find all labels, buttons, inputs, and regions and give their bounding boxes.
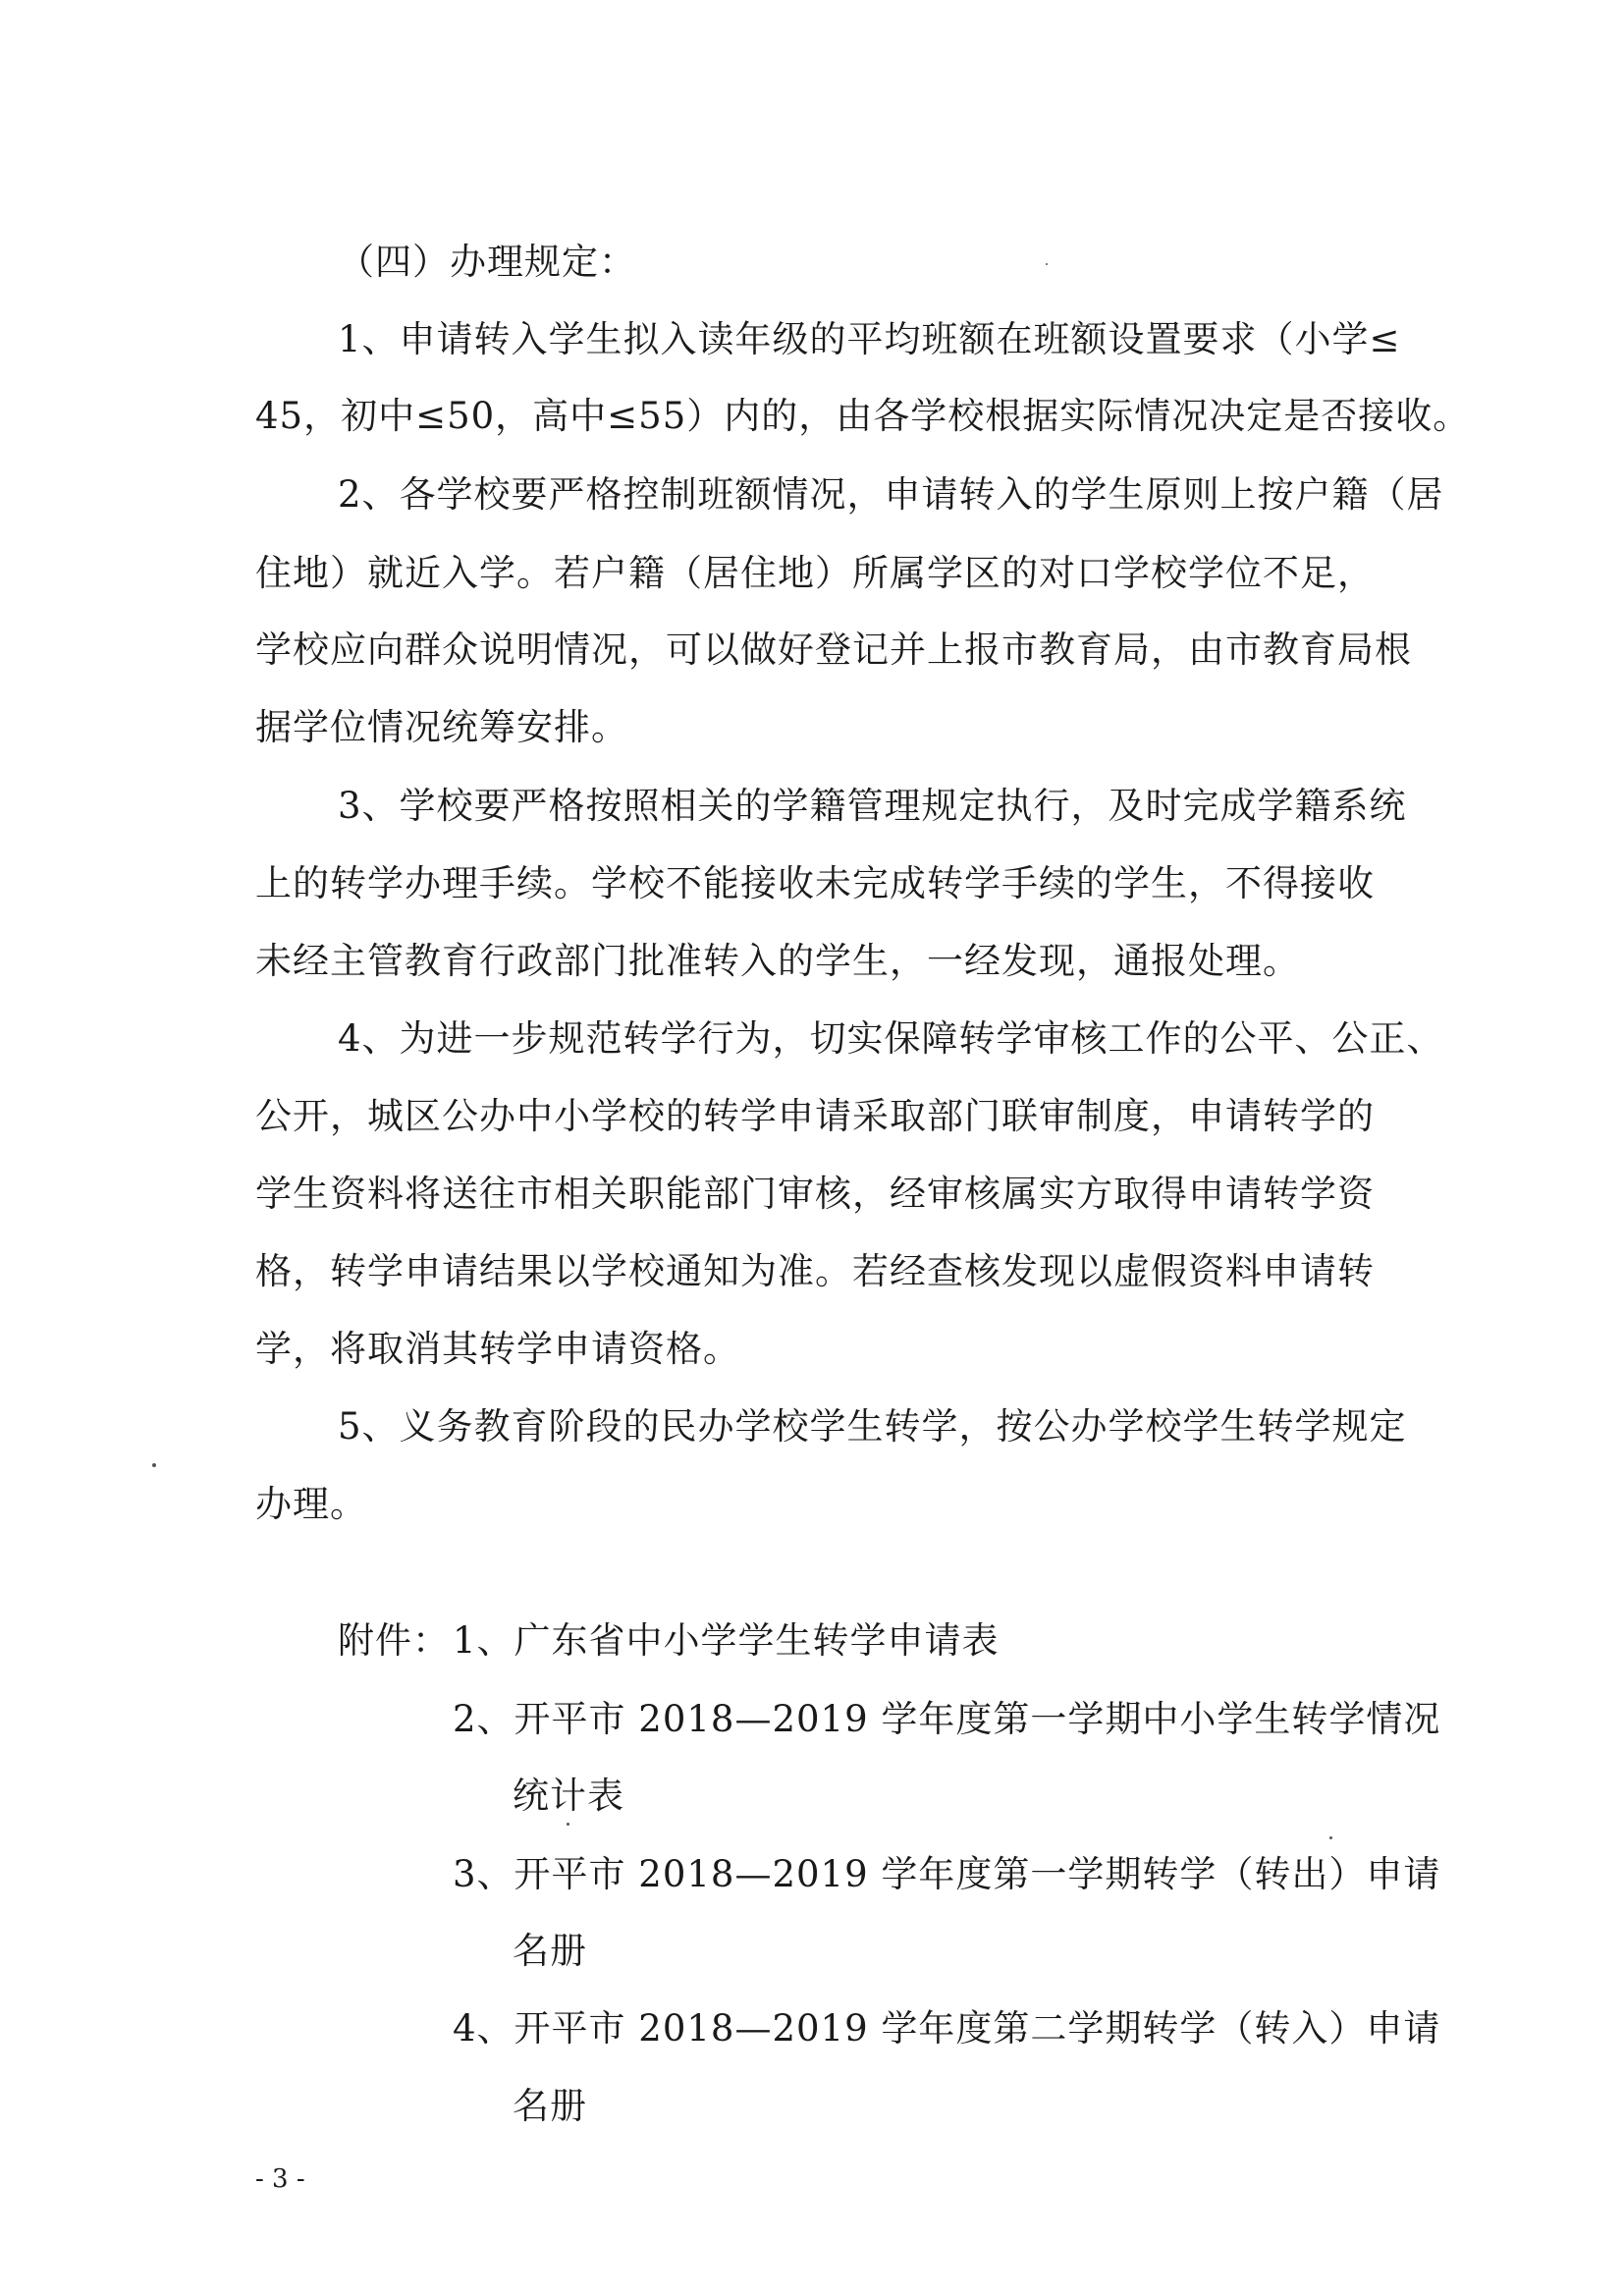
attachment-3-line-1: 3、开平市 2018—2019 学年度第一学期转学（转出）申请 <box>453 1853 1441 1895</box>
attachment-2-line-1: 2、开平市 2018—2019 学年度第一学期中小学生转学情况 <box>453 1698 1441 1740</box>
item-3-line-2: 上的转学办理手续。学校不能接收未完成转学手续的学生，不得接收 <box>255 862 1375 904</box>
item-2-line-1: 2、各学校要严格控制班额情况，申请转入的学生原则上按户籍（居 <box>338 473 1444 516</box>
attachment-4-line-2: 名册 <box>513 2085 587 2127</box>
item-4-line-4: 格，转学申请结果以学校通知为准。若经查核发现以虚假资料申请转 <box>255 1250 1375 1292</box>
item-5-line-2: 办理。 <box>255 1483 367 1525</box>
item-4-line-5: 学，将取消其转学申请资格。 <box>255 1328 740 1370</box>
attachment-4-line-1: 4、开平市 2018—2019 学年度第二学期转学（转入）申请 <box>453 2007 1441 2050</box>
item-5-line-1: 5、义务教育阶段的民办学校学生转学，按公办学校学生转学规定 <box>338 1405 1407 1448</box>
item-3-line-3: 未经主管教育行政部门批准转入的学生，一经发现，通报处理。 <box>255 940 1300 982</box>
attachments-label: 附件： <box>338 1619 450 1662</box>
item-1-line-2: 45，初中≤50，高中≤55）内的，由各学校根据实际情况决定是否接收。 <box>255 395 1471 437</box>
attachment-3-line-2: 名册 <box>513 1930 587 1972</box>
item-2-line-4: 据学位情况统筹安排。 <box>255 706 628 748</box>
section-heading: （四）办理规定： <box>338 241 636 283</box>
item-2-line-3: 学校应向群众说明情况，可以做好登记并上报市教育局，由市教育局根 <box>255 629 1412 671</box>
item-4-line-2: 公开，城区公办中小学校的转学申请采取部门联审制度，申请转学的 <box>255 1095 1375 1137</box>
item-1-line-1: 1、申请转入学生拟入读年级的平均班额在班额设置要求（小学≤ <box>338 318 1401 360</box>
scan-speck <box>1329 1836 1332 1839</box>
scan-speck <box>152 1463 156 1467</box>
attachment-1-line-1: 1、广东省中小学学生转学申请表 <box>453 1619 1000 1662</box>
item-2-line-2: 住地）就近入学。若户籍（居住地）所属学区的对口学校学位不足， <box>255 552 1375 594</box>
scan-speck <box>1046 263 1048 265</box>
item-4-line-1: 4、为进一步规范转学行为，切实保障转学审核工作的公平、公正、 <box>338 1017 1444 1060</box>
scan-speck <box>567 1823 569 1826</box>
page-number: - 3 - <box>255 2164 305 2194</box>
attachment-2-line-2: 统计表 <box>513 1775 624 1817</box>
item-3-line-1: 3、学校要严格按照相关的学籍管理规定执行，及时完成学籍系统 <box>338 785 1407 827</box>
item-4-line-3: 学生资料将送往市相关职能部门审核，经审核属实方取得申请转学资 <box>255 1173 1375 1215</box>
